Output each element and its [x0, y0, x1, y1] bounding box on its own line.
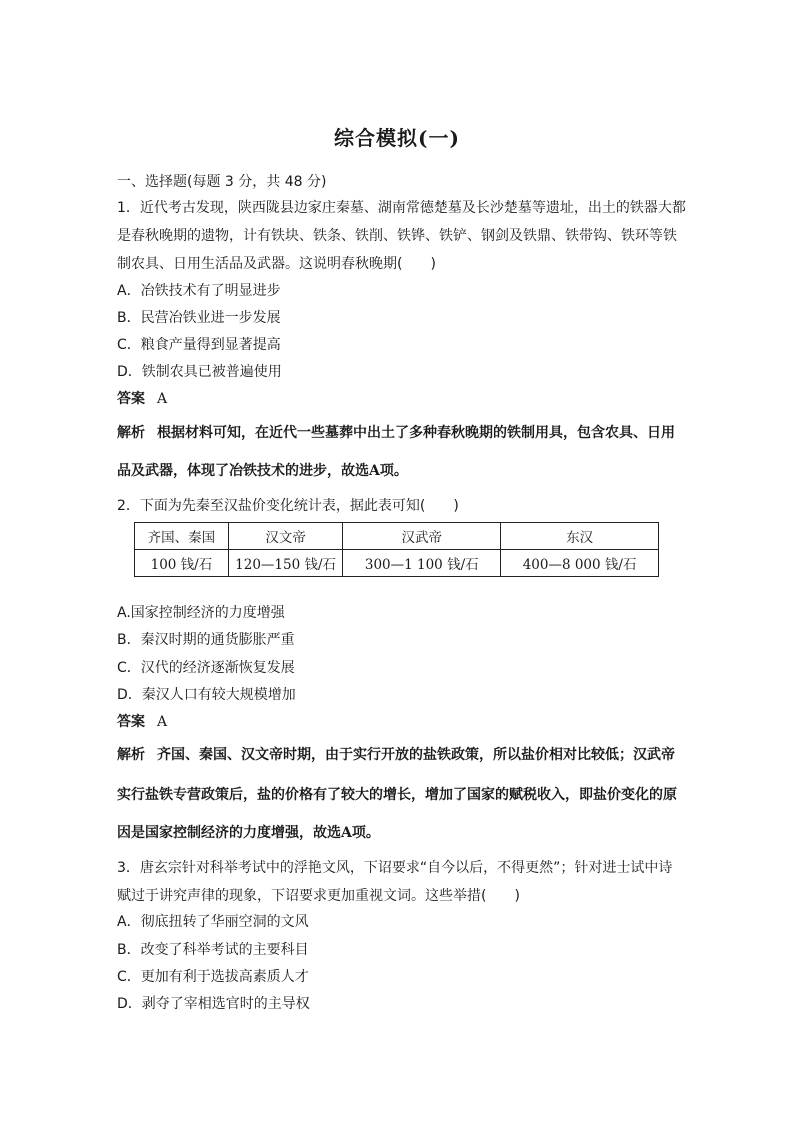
q2-analysis-line-3: 因是国家控制经济的力度增强，故选A项。 — [117, 825, 380, 841]
q1-option-a: A．冶铁技术有了明显进步 — [117, 283, 281, 299]
q2-option-a: A.国家控制经济的力度增强 — [117, 605, 285, 621]
q3-option-d: D．剥夺了宰相选官时的主导权 — [117, 996, 310, 1012]
q1-stem-line-3: 制农具、日用生活品及武器。这说明春秋晚期( ) — [117, 256, 436, 272]
q2-analysis-text-1: 齐国、秦国、汉文帝时期，由于实行开放的盐铁政策，所以盐价相对比较低；汉武帝 — [157, 747, 675, 763]
q1-option-d: D．铁制农具已被普遍使用 — [117, 364, 282, 380]
q2-analysis-line-1 — [117, 745, 675, 765]
table-cell: 100 钱/石 — [135, 550, 229, 577]
q3-option-b: B．改变了科举考试的主要科目 — [117, 942, 309, 958]
q2-option-d: D．秦汉人口有较大规模增加 — [117, 687, 296, 703]
q2-answer-value: A — [157, 714, 168, 730]
q1-answer-label: 答案 — [117, 391, 145, 407]
q1-analysis-line-2: 品及武器，体现了冶铁技术的进步，故选A项。 — [117, 463, 408, 479]
table-cell: 120—150 钱/石 — [228, 550, 342, 577]
q1-stem-line-2: 是春秋晚期的遗物，计有铁块、铁条、铁削、铁铧、铁铲、钢剑及铁鼎、铁带钩、铁环等铁 — [117, 228, 677, 244]
q1-answer — [117, 389, 167, 409]
table-header-cell: 齐国、秦国 — [135, 523, 229, 550]
q2-analysis-label: 解析 — [117, 747, 145, 763]
q1-analysis-line-1 — [117, 423, 675, 443]
q3-stem-line-1: 3．唐玄宗针对科举考试中的浮艳文风，下诏要求“自今以后，不得更然”；针对进士试中诗 — [117, 860, 673, 876]
q3-stem-line-2: 赋过于讲究声律的现象，下诏要求更加重视文词。这些举措( ) — [117, 888, 520, 904]
table-header-cell: 东汉 — [501, 523, 659, 550]
q1-option-b: B．民营冶铁业进一步发展 — [117, 310, 281, 326]
table-row — [135, 550, 659, 577]
q1-stem-line-1: 1．近代考古发现，陕西陇县边家庄秦墓、湖南常德楚墓及长沙楚墓等遗址，出土的铁器大都 — [117, 200, 686, 216]
q2-answer — [117, 712, 167, 732]
q1-option-c: C．粮食产量得到显著提高 — [117, 337, 281, 353]
table-header-row — [135, 523, 659, 550]
q2-answer-label: 答案 — [117, 714, 145, 730]
q1-analysis-label: 解析 — [117, 425, 145, 441]
page-title: 综合模拟(一) — [334, 126, 460, 150]
q3-option-c: C．更加有利于选拔高素质人才 — [117, 969, 309, 985]
section-heading: 一、选择题(每题 3 分，共 48 分) — [117, 174, 327, 190]
table-cell: 400—8 000 钱/石 — [501, 550, 659, 577]
table-cell: 300—1 100 钱/石 — [343, 550, 501, 577]
q1-analysis-text-1: 根据材料可知，在近代一些墓葬中出土了多种春秋晚期的铁制用具，包含农具、日用 — [157, 425, 675, 441]
q2-stem: 2．下面为先秦至汉盐价变化统计表，据此表可知( ) — [117, 498, 459, 514]
salt-price-table — [134, 522, 659, 577]
table-header-cell: 汉文帝 — [228, 523, 342, 550]
q2-option-c: C．汉代的经济逐渐恢复发展 — [117, 660, 295, 676]
q3-option-a: A．彻底扭转了华丽空洞的文风 — [117, 914, 309, 930]
table-header-cell: 汉武帝 — [343, 523, 501, 550]
q2-option-b: B．秦汉时期的通货膨胀严重 — [117, 632, 295, 648]
q1-answer-value: A — [157, 391, 168, 407]
q2-analysis-line-2: 实行盐铁专营政策后，盐的价格有了较大的增长，增加了国家的赋税收入，即盐价变化的原 — [117, 787, 677, 803]
